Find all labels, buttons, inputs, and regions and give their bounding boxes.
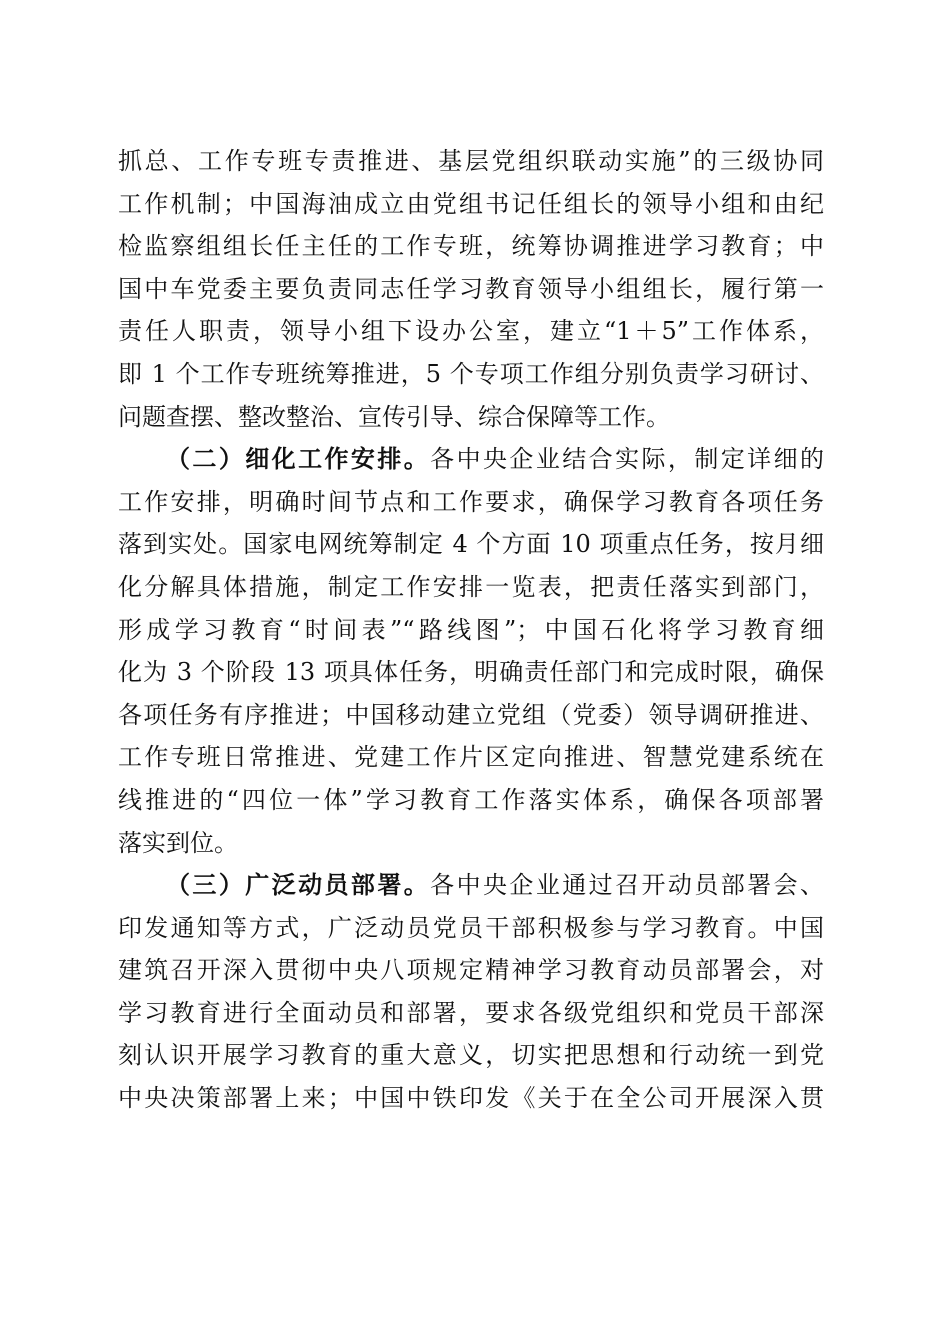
- paragraph-2: [118, 438, 824, 864]
- text-line: 工作专班日常推进、党建工作片区定向推进、智慧党建系统在: [118, 743, 824, 772]
- text-line: 学习教育进行全面动员和部署，要求各级党组织和党员干部深: [118, 998, 824, 1027]
- text-line: 各项任务有序推进；中国移动建立党组（党委）领导调研推进、: [118, 700, 824, 729]
- section-heading: （三）广泛动员部署。: [166, 870, 431, 900]
- text-segment: 各中央企业结合实际，制定详细的: [430, 445, 824, 474]
- text-line: 责任人职责，领导小组下设办公室，建立“1＋5”工作体系，: [118, 317, 824, 346]
- text-line: 线推进的“四位一体”学习教育工作落实体系，确保各项部署: [118, 785, 824, 814]
- text-line: 建筑召开深入贯彻中央八项规定精神学习教育动员部署会，对: [118, 956, 824, 985]
- text-line: 国中车党委主要负责同志任学习教育领导小组组长，履行第一: [118, 274, 824, 303]
- paragraph-3: [118, 864, 824, 1120]
- text-line: 印发通知等方式，广泛动员党员干部积极参与学习教育。中国: [118, 913, 824, 942]
- paragraph-1: [118, 140, 824, 438]
- text-line: 落到实处。国家电网统筹制定 4 个方面 10 项重点任务，按月细: [118, 530, 824, 559]
- text-line: 即 1 个工作专班统筹推进，5 个专项工作组分别负责学习研讨、: [118, 359, 824, 388]
- text-line: 化分解具体措施，制定工作安排一览表，把责任落实到部门，: [118, 572, 824, 601]
- text-line: 工作安排，明确时间节点和工作要求，确保学习教育各项任务: [118, 487, 824, 516]
- text-line: 中央决策部署上来；中国中铁印发《关于在全公司开展深入贯: [118, 1084, 824, 1113]
- document-body: [118, 140, 824, 1120]
- text-line: [118, 864, 824, 907]
- text-segment: 各中央企业通过召开动员部署会、: [430, 871, 824, 900]
- text-line: 形成学习教育“时间表”“路线图”；中国石化将学习教育细: [118, 615, 824, 644]
- text-line: 问题查摆、整改整治、宣传引导、综合保障等工作。: [118, 402, 670, 431]
- text-line: 化为 3 个阶段 13 项具体任务，明确责任部门和完成时限，确保: [118, 658, 824, 687]
- text-line: 刻认识开展学习教育的重大意义，切实把思想和行动统一到党: [118, 1041, 824, 1070]
- text-line: 抓总、工作专班专责推进、基层党组织联动实施”的三级协同: [118, 147, 824, 175]
- text-line: 落实到位。: [118, 828, 238, 857]
- text-line: 检监察组组长任主任的工作专班，统筹协调推进学习教育；中: [118, 232, 824, 261]
- text-line: 工作机制；中国海油成立由党组书记任组长的领导小组和由纪: [118, 189, 824, 218]
- section-heading: （二）细化工作安排。: [166, 444, 431, 474]
- text-line: [118, 438, 824, 481]
